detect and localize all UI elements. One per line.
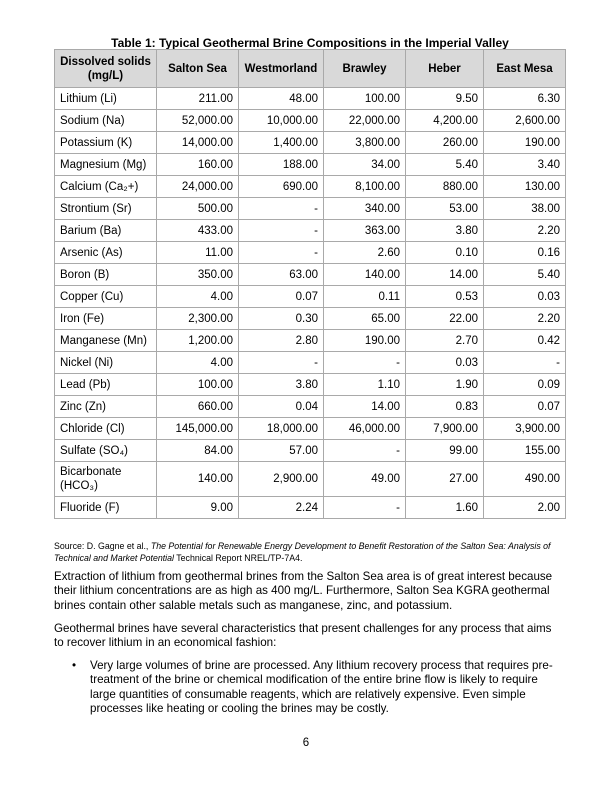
source-suffix: Technical Report NREL/TP-7A4.	[173, 553, 303, 563]
table-row	[55, 418, 566, 440]
table-header-row	[55, 50, 566, 88]
table-cell: 22,000.00	[324, 110, 406, 132]
table-row	[55, 374, 566, 396]
table-cell: 0.42	[484, 330, 566, 352]
table-row	[55, 440, 566, 462]
table-cell: 690.00	[239, 176, 324, 198]
table-cell: 4.00	[157, 286, 239, 308]
bullet-dot-icon: •	[72, 659, 77, 672]
table-cell: 4.00	[157, 352, 239, 374]
header-brawley: Brawley	[324, 50, 406, 88]
table-cell: 2.24	[239, 497, 324, 519]
row-label: Sulfate (SO₄)	[55, 440, 157, 462]
table-row	[55, 110, 566, 132]
table-row	[55, 308, 566, 330]
table-cell: 0.10	[406, 242, 484, 264]
row-label: Strontium (Sr)	[55, 198, 157, 220]
table-cell: 2.80	[239, 330, 324, 352]
table-cell: 48.00	[239, 88, 324, 110]
table-cell: 11.00	[157, 242, 239, 264]
table-cell: 2.00	[484, 497, 566, 519]
paragraph-challenges: Geothermal brines have several characteristics that present challenges for any process that aims to recover lithium in an economical fashion:	[54, 622, 552, 650]
table-cell: 100.00	[324, 88, 406, 110]
table-cell: 99.00	[406, 440, 484, 462]
row-label: Chloride (Cl)	[55, 418, 157, 440]
table-cell: 260.00	[406, 132, 484, 154]
table-cell: 0.83	[406, 396, 484, 418]
row-label: Fluoride (F)	[55, 497, 157, 519]
table-cell: 190.00	[324, 330, 406, 352]
row-label: Zinc (Zn)	[55, 396, 157, 418]
table-cell: 7,900.00	[406, 418, 484, 440]
table-cell: 84.00	[157, 440, 239, 462]
table-cell: -	[324, 352, 406, 374]
row-label: Copper (Cu)	[55, 286, 157, 308]
source-report-title: The Potential for Renewable Energy Development to Benefit Restoration of the Salton Sea: Analysis of Technical and Market Potential	[54, 541, 551, 563]
table-body	[55, 88, 566, 519]
table-row	[55, 352, 566, 374]
row-label: Boron (B)	[55, 264, 157, 286]
header-east-mesa: East Mesa	[484, 50, 566, 88]
table-cell: 27.00	[406, 462, 484, 497]
row-label: Sodium (Na)	[55, 110, 157, 132]
row-label: Iron (Fe)	[55, 308, 157, 330]
table-cell: 24,000.00	[157, 176, 239, 198]
table-cell: 49.00	[324, 462, 406, 497]
table-row	[55, 242, 566, 264]
brine-composition-table	[54, 49, 566, 519]
table-cell: 140.00	[324, 264, 406, 286]
table-cell: 0.53	[406, 286, 484, 308]
table-cell: 0.03	[484, 286, 566, 308]
table-cell: 2.60	[324, 242, 406, 264]
table-cell: 5.40	[484, 264, 566, 286]
table-cell: 0.09	[484, 374, 566, 396]
table-row	[55, 176, 566, 198]
table-cell: 14,000.00	[157, 132, 239, 154]
page-number: 6	[302, 737, 310, 749]
table-source-note	[54, 540, 564, 564]
table-cell: 8,100.00	[324, 176, 406, 198]
row-label: Magnesium (Mg)	[55, 154, 157, 176]
table-cell: -	[324, 440, 406, 462]
table-cell: 1.90	[406, 374, 484, 396]
table-cell: 155.00	[484, 440, 566, 462]
row-label: Bicarbonate (HCO₃)	[55, 462, 157, 497]
table-cell: 46,000.00	[324, 418, 406, 440]
table-cell: 160.00	[157, 154, 239, 176]
table-cell: 22.00	[406, 308, 484, 330]
table-cell: 0.16	[484, 242, 566, 264]
table-cell: 3.40	[484, 154, 566, 176]
table-cell: -	[484, 352, 566, 374]
table-cell: 1.60	[406, 497, 484, 519]
table-row	[55, 154, 566, 176]
table-cell: 433.00	[157, 220, 239, 242]
table-row	[55, 330, 566, 352]
table-cell: 100.00	[157, 374, 239, 396]
table-cell: 0.11	[324, 286, 406, 308]
table-cell: -	[239, 198, 324, 220]
table-cell: 1,200.00	[157, 330, 239, 352]
header-heber: Heber	[406, 50, 484, 88]
table-cell: 2.20	[484, 308, 566, 330]
table-row	[55, 286, 566, 308]
table-cell: 3.80	[239, 374, 324, 396]
header-dissolved-solids: Dissolved solids (mg/L)	[55, 50, 157, 88]
table-cell: 0.07	[239, 286, 324, 308]
table-cell: 140.00	[157, 462, 239, 497]
table-cell: 34.00	[324, 154, 406, 176]
table-cell: 6.30	[484, 88, 566, 110]
paragraph-lithium-interest: Extraction of lithium from geothermal brines from the Salton Sea area is of great interest because their lithium concentrations are as high as 400 mg/L. Furthermore, Salton Sea KGRA geothermal brines contain other salable metals such as manganese, zinc, and potassium.	[54, 570, 553, 612]
table-row	[55, 220, 566, 242]
row-label: Nickel (Ni)	[55, 352, 157, 374]
table-cell: 4,200.00	[406, 110, 484, 132]
row-label: Manganese (Mn)	[55, 330, 157, 352]
header-westmorland: Westmorland	[239, 50, 324, 88]
row-label: Arsenic (As)	[55, 242, 157, 264]
table-cell: 145,000.00	[157, 418, 239, 440]
table-cell: 350.00	[157, 264, 239, 286]
bullet-text: Very large volumes of brine are processed. Any lithium recovery process that requires pre-treatment of the brine or chemical modification of the entire brine flow is likely to require large quantities of consumable reagents, which are relatively expensive. Even simple processes like heating or cooling the brines may be costly.	[90, 659, 553, 716]
table-cell: 9.50	[406, 88, 484, 110]
table-cell: -	[239, 220, 324, 242]
table-cell: 130.00	[484, 176, 566, 198]
table-cell: 52,000.00	[157, 110, 239, 132]
table-cell: 0.30	[239, 308, 324, 330]
table-cell: 0.03	[406, 352, 484, 374]
source-prefix: Source: D. Gagne et al.,	[54, 541, 151, 551]
table-cell: 0.07	[484, 396, 566, 418]
table-cell: 0.04	[239, 396, 324, 418]
table-cell: 65.00	[324, 308, 406, 330]
table-title: Table 1: Typical Geothermal Brine Compositions in the Imperial Valley	[111, 36, 509, 50]
table-cell: 880.00	[406, 176, 484, 198]
table-cell: 3.80	[406, 220, 484, 242]
table-cell: 2,900.00	[239, 462, 324, 497]
table-cell: 190.00	[484, 132, 566, 154]
table-cell: 14.00	[324, 396, 406, 418]
table-cell: 2,600.00	[484, 110, 566, 132]
table-cell: -	[239, 352, 324, 374]
table-row	[55, 462, 566, 497]
table-cell: 10,000.00	[239, 110, 324, 132]
table-row	[55, 198, 566, 220]
header-salton-sea: Salton Sea	[157, 50, 239, 88]
table-cell: 340.00	[324, 198, 406, 220]
row-label: Calcium (Ca₂+)	[55, 176, 157, 198]
table-cell: 2,300.00	[157, 308, 239, 330]
table-cell: 9.00	[157, 497, 239, 519]
table-cell: 53.00	[406, 198, 484, 220]
table-cell: 38.00	[484, 198, 566, 220]
table-row	[55, 132, 566, 154]
table-cell: 2.20	[484, 220, 566, 242]
row-label: Potassium (K)	[55, 132, 157, 154]
table-cell: 3,900.00	[484, 418, 566, 440]
table-row	[55, 396, 566, 418]
table-cell: 188.00	[239, 154, 324, 176]
table-cell: 14.00	[406, 264, 484, 286]
table-cell: 1,400.00	[239, 132, 324, 154]
table-cell: 18,000.00	[239, 418, 324, 440]
table-cell: 211.00	[157, 88, 239, 110]
table-cell: -	[324, 497, 406, 519]
table-cell: 2.70	[406, 330, 484, 352]
table-cell: -	[239, 242, 324, 264]
table-cell: 363.00	[324, 220, 406, 242]
table-cell: 490.00	[484, 462, 566, 497]
row-label: Barium (Ba)	[55, 220, 157, 242]
row-label: Lead (Pb)	[55, 374, 157, 396]
table-cell: 1.10	[324, 374, 406, 396]
table-cell: 5.40	[406, 154, 484, 176]
table-cell: 660.00	[157, 396, 239, 418]
table-row	[55, 497, 566, 519]
table-cell: 3,800.00	[324, 132, 406, 154]
table-cell: 57.00	[239, 440, 324, 462]
table-row	[55, 88, 566, 110]
row-label: Lithium (Li)	[55, 88, 157, 110]
table-cell: 500.00	[157, 198, 239, 220]
table-row	[55, 264, 566, 286]
table-cell: 63.00	[239, 264, 324, 286]
